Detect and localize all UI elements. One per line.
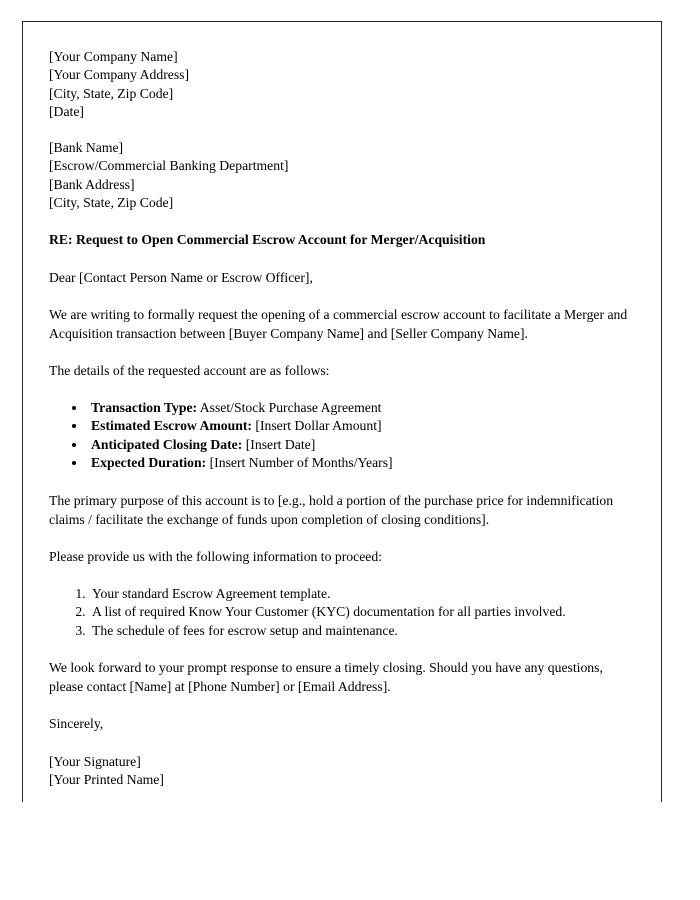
block-spacer: [49, 567, 651, 585]
detail-value: [Insert Date]: [245, 436, 316, 452]
recipient-address-line: [Escrow/Commercial Banking Department]: [49, 158, 289, 174]
sender-address-line: [Your Company Name]: [49, 49, 178, 64]
details-lead-in: The details of the requested account are as follows:: [49, 363, 330, 379]
detail-value: Asset/Stock Purchase Agreement: [199, 399, 382, 415]
subject-line: RE: Request to Open Commercial Escrow Account for Merger/Acquisition: [49, 232, 486, 248]
valediction: Sincerely,: [49, 716, 104, 732]
sender-address-block: [49, 48, 651, 121]
list-item: [87, 417, 647, 436]
purpose-paragraph: The primary purpose of this account is to [e.g., hold a portion of the purchase price for indemnification claims / facilitate the exchange of funds upon completion of closing conditions].: [49, 493, 614, 527]
recipient-address-line: [Bank Address]: [49, 176, 135, 192]
letter-content: [23, 22, 661, 789]
recipient-address-line: [Bank Name]: [49, 140, 124, 156]
block-spacer: [49, 287, 651, 306]
block-spacer: [49, 250, 651, 269]
detail-label: Transaction Type:: [91, 399, 198, 415]
recipient-address-block: [49, 139, 651, 212]
block-spacer: [49, 473, 651, 492]
sender-address-line: [Your Company Address]: [49, 67, 190, 83]
list-item: [87, 436, 647, 455]
request-lead-in: Please provide us with the following information to proceed:: [49, 549, 382, 565]
intro-paragraph: We are writing to formally request the opening of a commercial escrow account to facilitate a Merger and Acquisition transaction between [Buyer Company Name] and [Seller Company Name].: [49, 307, 628, 341]
block-spacer: [49, 212, 651, 231]
detail-label: Estimated Escrow Amount:: [91, 418, 252, 434]
signature-block: [49, 753, 651, 790]
block-spacer: [49, 734, 651, 753]
block-spacer: [49, 343, 651, 362]
list-item: 3. The schedule of fees for escrow setup and maintenance.: [89, 622, 649, 641]
list-item: [87, 399, 647, 418]
detail-label: Anticipated Closing Date:: [91, 436, 243, 452]
block-spacer: [49, 640, 651, 659]
document-page: [22, 21, 662, 802]
list-item: [87, 454, 647, 473]
detail-value: [Insert Dollar Amount]: [255, 418, 382, 434]
block-spacer: [49, 381, 651, 399]
list-item: 1. Your standard Escrow Agreement template.: [89, 585, 649, 604]
sender-address-line: [City, State, Zip Code]: [49, 85, 174, 101]
signature-line: [Your Signature]: [49, 753, 141, 769]
block-spacer: [49, 696, 651, 715]
printed-name-line: [Your Printed Name]: [49, 772, 164, 788]
list-item: 2. A list of required Know Your Customer (KYC) documentation for all parties involved.: [89, 603, 649, 622]
detail-value: [Insert Number of Months/Years]: [209, 455, 393, 471]
salutation: Dear [Contact Person Name or Escrow Officer],: [49, 269, 313, 285]
block-spacer: [49, 121, 651, 139]
block-spacer: [49, 529, 651, 548]
closing-paragraph: We look forward to your prompt response to ensure a timely closing. Should you have any questions, please contact [Name] at [Phone Number] or [Email Address].: [49, 660, 603, 694]
requested-information-list: [49, 585, 649, 641]
detail-label: Expected Duration:: [91, 455, 207, 471]
recipient-address-line: [City, State, Zip Code]: [49, 195, 174, 211]
sender-date-line: [Date]: [49, 103, 84, 119]
account-details-list: [49, 399, 647, 473]
